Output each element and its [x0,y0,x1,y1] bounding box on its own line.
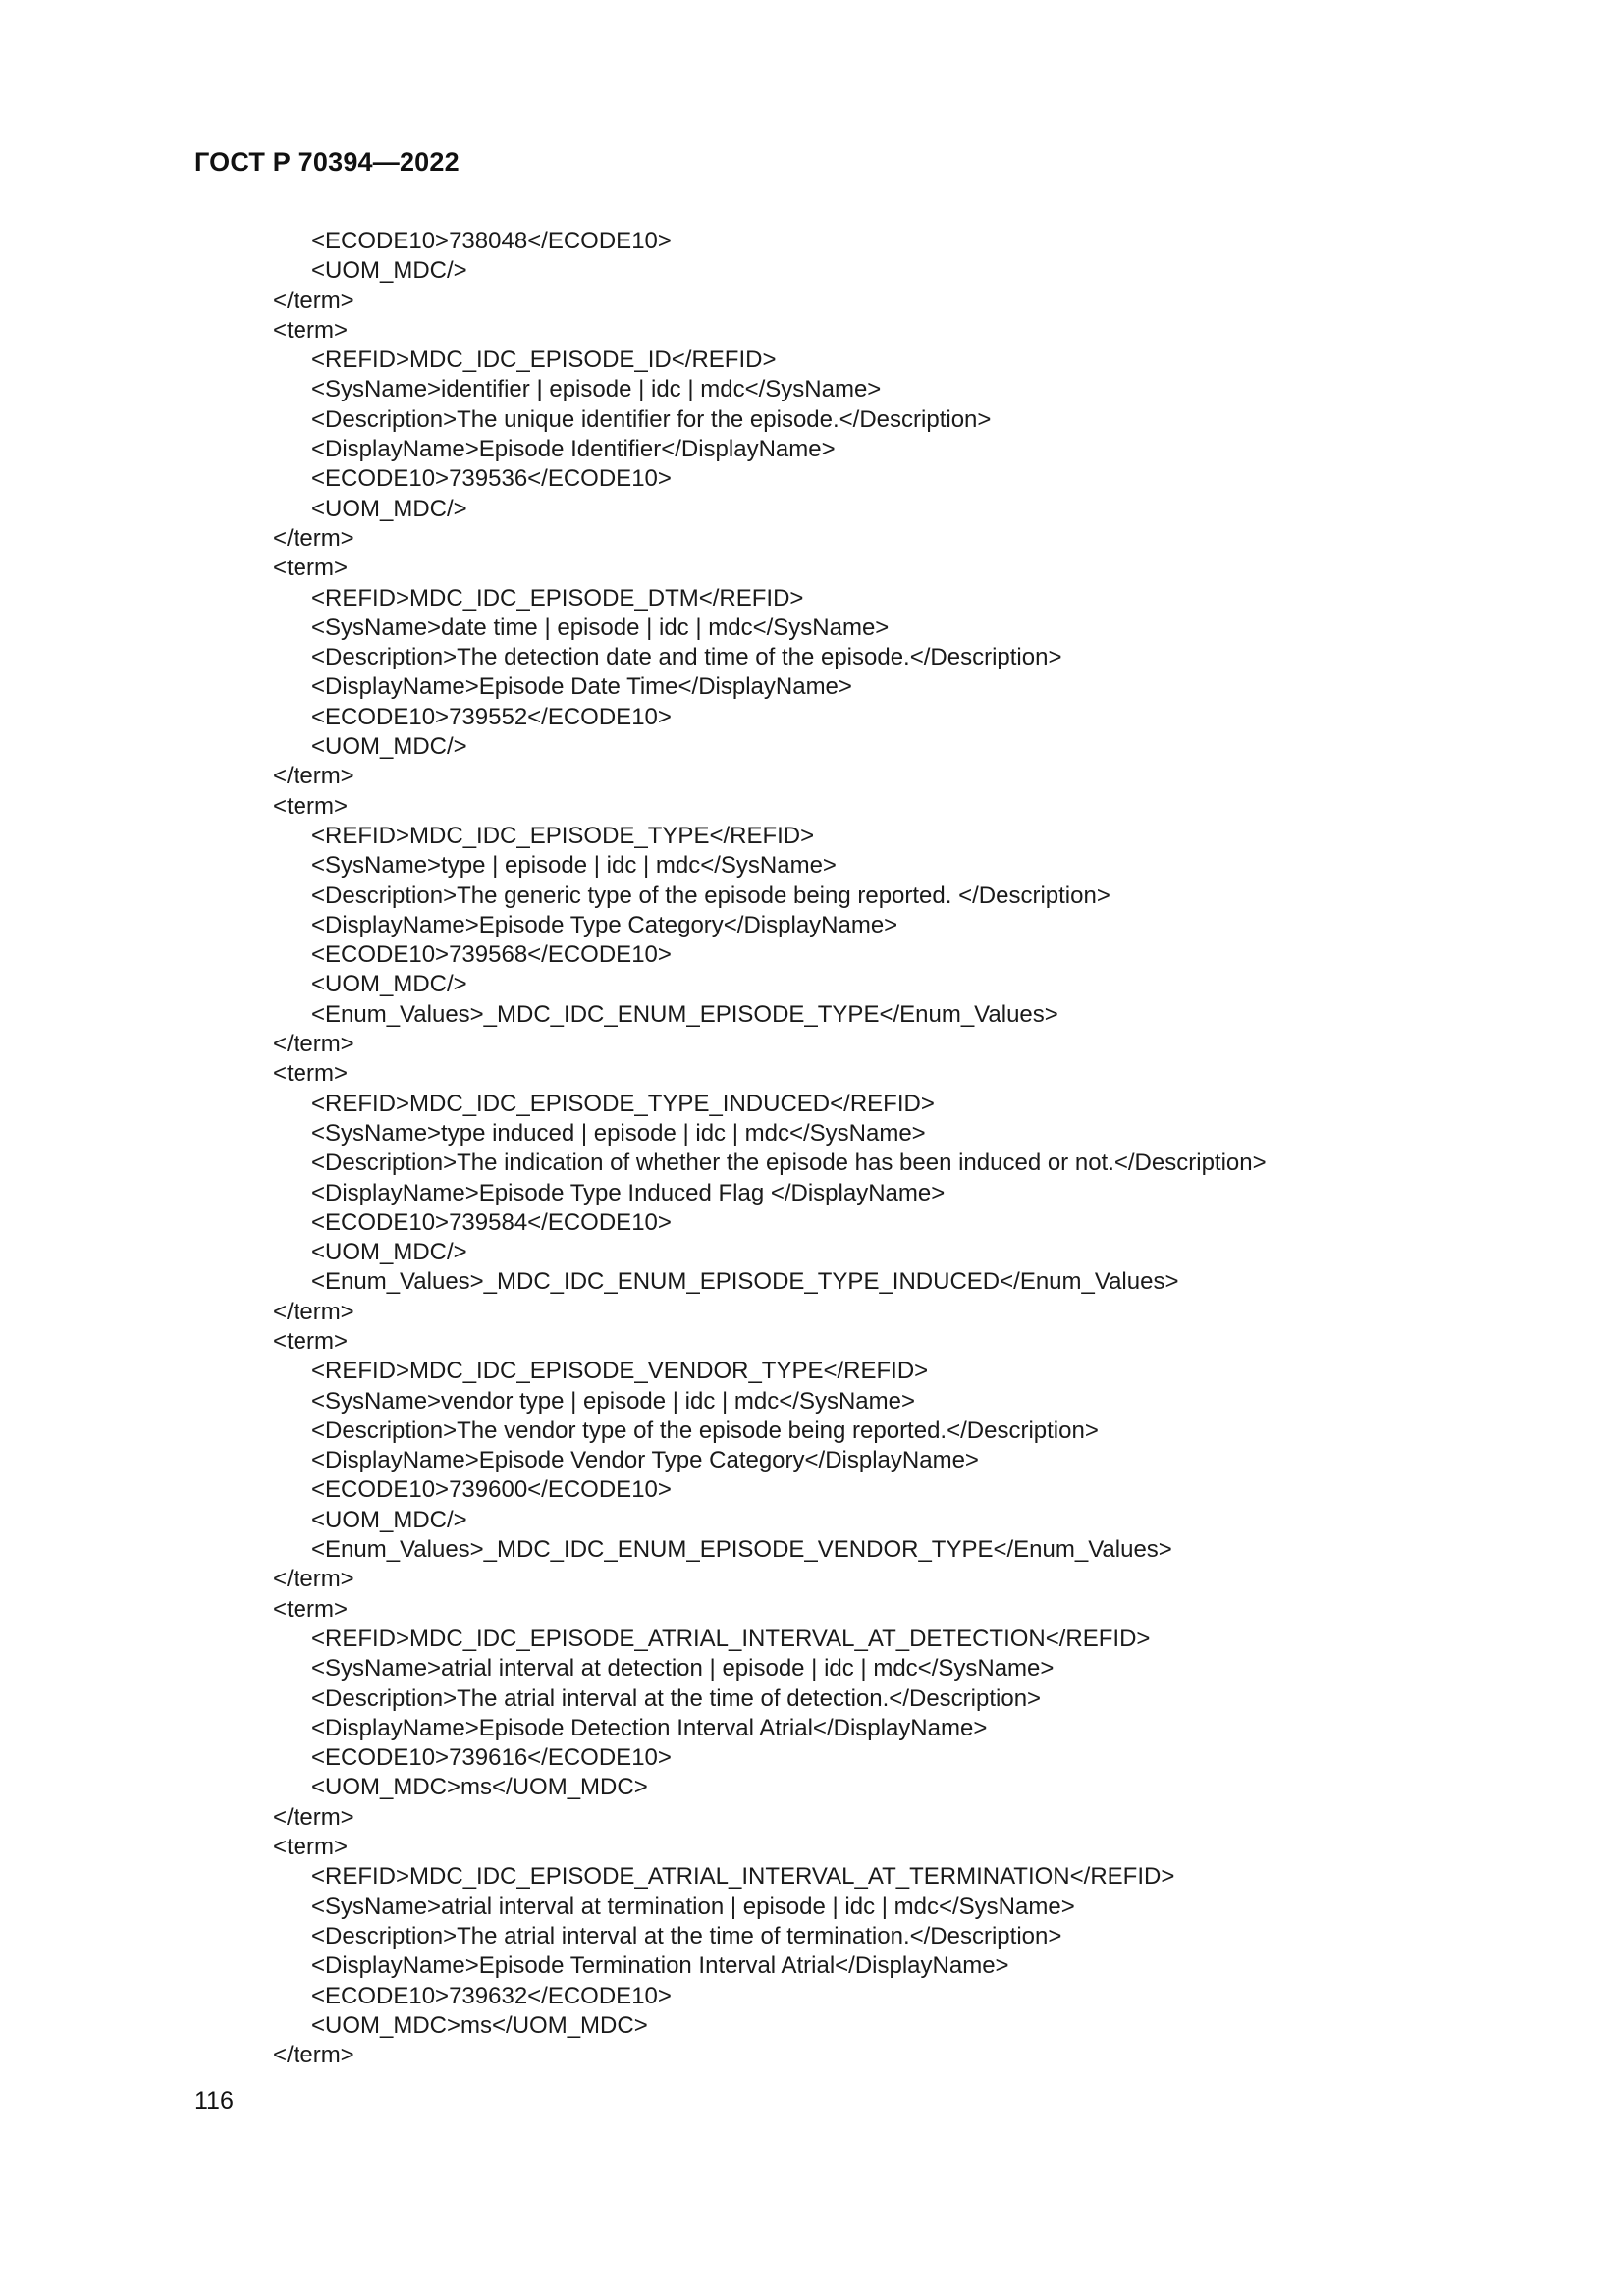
code-line: </term> [273,1298,354,1325]
code-line: </term> [273,1566,354,1593]
code-line: <ECODE10>739632</ECODE10> [311,1982,672,2009]
code-line: <Description>The atrial interval at the time of termination.</Description> [311,1922,1062,1949]
code-line: <REFID>MDC_IDC_EPISODE_DTM</REFID> [311,584,804,612]
code-line: <Enum_Values>_MDC_IDC_ENUM_EPISODE_TYPE_INDUCED</Enum_Values> [311,1268,1179,1296]
code-line: <REFID>MDC_IDC_EPISODE_TYPE_INDUCED</REFID> [311,1090,935,1117]
code-line: <DisplayName>Episode Date Time</DisplayName> [311,673,852,701]
document-header: ГОСТ Р 70394—2022 [194,147,460,177]
code-line: </term> [273,524,354,552]
code-line: <SysName>vendor type | episode | idc | mdc</SysName> [311,1387,915,1415]
code-line: <term> [273,555,349,582]
code-line: </term> [273,763,354,790]
code-line: </term> [273,1803,354,1831]
code-line: <SysName>date time | episode | idc | mdc</SysName> [311,614,890,641]
code-line: <Description>The vendor type of the episode being reported.</Description> [311,1416,1099,1444]
code-line: <SysName>atrial interval at detection | episode | idc | mdc</SysName> [311,1655,1055,1682]
code-line: <term> [273,792,349,820]
code-line: <term> [273,316,349,344]
code-line: <ECODE10>739584</ECODE10> [311,1208,672,1236]
code-line: <ECODE10>739600</ECODE10> [311,1476,672,1504]
code-line: </term> [273,1031,354,1058]
code-line: <REFID>MDC_IDC_EPISODE_ATRIAL_INTERVAL_AT_TERMINATION</REFID> [311,1863,1175,1891]
code-line: <UOM_MDC>ms</UOM_MDC> [311,1774,648,1801]
code-line: <ECODE10>739616</ECODE10> [311,1744,672,1772]
code-line: <Description>The atrial interval at the time of detection.</Description> [311,1684,1042,1712]
code-line: <UOM_MDC>ms</UOM_MDC> [311,2011,648,2039]
code-line: <DisplayName>Episode Detection Interval Atrial</DisplayName> [311,1714,988,1741]
code-line: <Enum_Values>_MDC_IDC_ENUM_EPISODE_VENDOR_TYPE</Enum_Values> [311,1536,1172,1564]
code-line: <REFID>MDC_IDC_EPISODE_ATRIAL_INTERVAL_AT_DETECTION</REFID> [311,1625,1151,1652]
code-line: <ECODE10>739552</ECODE10> [311,703,672,730]
code-line: <term> [273,1834,349,1861]
page-number: 116 [194,2087,234,2114]
code-line: <REFID>MDC_IDC_EPISODE_ID</REFID> [311,347,777,374]
code-line: <SysName>type | episode | idc | mdc</SysName> [311,852,837,880]
code-line: <UOM_MDC/> [311,971,467,998]
code-line: <DisplayName>Episode Termination Interval Atrial</DisplayName> [311,1952,1009,1980]
code-line: <DisplayName>Episode Type Category</DisplayName> [311,911,898,938]
code-line: <Description>The generic type of the episode being reported. </Description> [311,881,1110,909]
code-line: <term> [273,1595,349,1623]
code-line: <Enum_Values>_MDC_IDC_ENUM_EPISODE_TYPE</Enum_Values> [311,1000,1058,1028]
xml-code-block [273,227,1549,2070]
code-line: <DisplayName>Episode Identifier</DisplayName> [311,436,836,463]
code-line: <Description>The unique identifier for the episode.</Description> [311,405,992,433]
code-line: <SysName>identifier | episode | idc | mdc</SysName> [311,376,882,403]
code-line: <UOM_MDC/> [311,733,467,761]
code-line: <UOM_MDC/> [311,257,467,285]
code-line: <DisplayName>Episode Type Induced Flag </DisplayName> [311,1179,946,1206]
code-line: <REFID>MDC_IDC_EPISODE_TYPE</REFID> [311,822,815,849]
code-line: <Description>The indication of whether the episode has been induced or not.</Description> [311,1149,1267,1177]
code-line: <SysName>type induced | episode | idc | mdc</SysName> [311,1119,926,1147]
code-line: <ECODE10>739536</ECODE10> [311,465,672,493]
code-line: <term> [273,1327,349,1355]
code-line: <UOM_MDC/> [311,1506,467,1533]
code-line: <REFID>MDC_IDC_EPISODE_VENDOR_TYPE</REFID> [311,1358,929,1385]
code-line: </term> [273,2042,354,2069]
code-line: <ECODE10>739568</ECODE10> [311,941,672,969]
code-line: <ECODE10>738048</ECODE10> [311,228,672,254]
code-line: </term> [273,287,354,314]
code-line: <DisplayName>Episode Vendor Type Category</DisplayName> [311,1447,979,1474]
code-line: <term> [273,1060,349,1088]
code-line: <SysName>atrial interval at termination | episode | idc | mdc</SysName> [311,1893,1075,1920]
code-line: <UOM_MDC/> [311,1239,467,1266]
code-line: <UOM_MDC/> [311,495,467,522]
code-line: <Description>The detection date and time of the episode.</Description> [311,644,1062,671]
